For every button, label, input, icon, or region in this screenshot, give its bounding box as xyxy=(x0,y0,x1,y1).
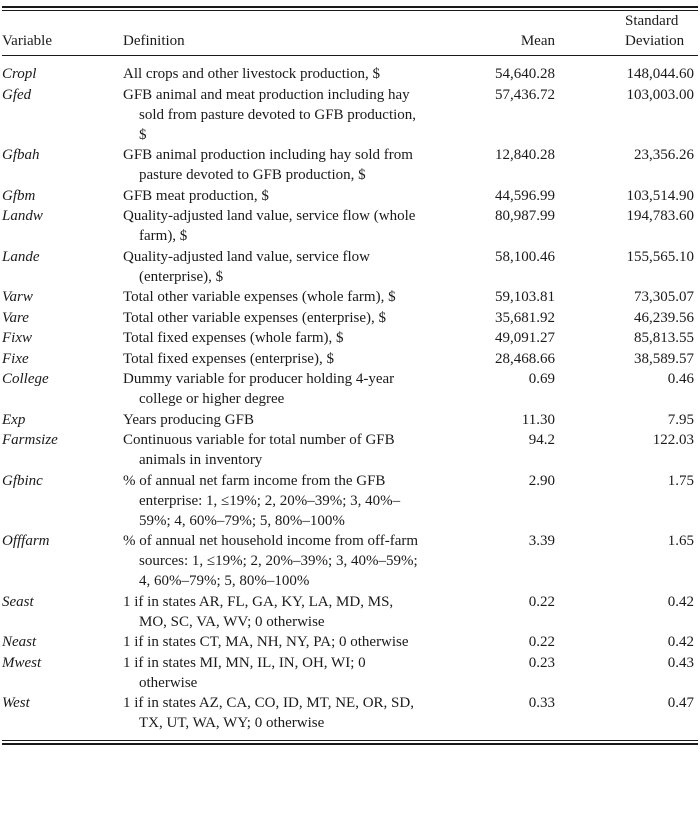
cell-mean: 12,840.28 xyxy=(495,147,555,163)
cell-standard-deviation: 148,044.60 xyxy=(626,66,694,82)
cell-definition: 1 if in states AR, FL, GA, KY, LA, MD, MS, MO, SC, VA, WV; 0 otherwise xyxy=(123,593,394,630)
header-standard-deviation xyxy=(555,11,698,55)
table-body xyxy=(2,55,698,734)
cell-standard-deviation: 1.65 xyxy=(667,533,694,549)
table-row xyxy=(2,369,698,410)
table-row xyxy=(2,693,698,734)
cell-variable: Gfed xyxy=(2,86,32,103)
cell-mean: 0.23 xyxy=(528,654,555,671)
cell-standard-deviation: 1.75 xyxy=(667,472,694,489)
table-row xyxy=(2,471,698,532)
cell-definition: Quality-adjusted land value, service flow (enterprise), $ xyxy=(123,248,371,285)
cell-definition: GFB animal and meat production including hay sold from pasture devoted to GFB production, $ xyxy=(123,86,417,143)
cell-standard-deviation: 155,565.10 xyxy=(626,248,694,265)
cell-variable: Vare xyxy=(2,309,29,326)
cell-standard-deviation: 103,514.90 xyxy=(626,187,694,204)
table-row xyxy=(2,410,698,431)
header-row xyxy=(2,11,698,55)
cell-definition: Total other variable expenses (enterprise), $ xyxy=(123,309,387,326)
cell-variable: West xyxy=(2,695,30,711)
header-sd-line2: Deviation xyxy=(625,33,685,49)
cell-definition: Total fixed expenses (whole farm), $ xyxy=(123,330,344,346)
table-row xyxy=(2,186,698,207)
cell-standard-deviation: 46,239.56 xyxy=(634,309,694,326)
table-row xyxy=(2,287,698,308)
cell-mean: 0.33 xyxy=(528,695,555,711)
cell-definition: Total other variable expenses (whole farm), $ xyxy=(123,289,396,305)
cell-variable: Cropl xyxy=(2,66,37,82)
cell-standard-deviation: 23,356.26 xyxy=(634,147,694,163)
table-row xyxy=(2,653,698,694)
cell-standard-deviation: 122.03 xyxy=(652,432,694,448)
cell-variable: Exp xyxy=(2,411,26,428)
cell-variable: Gfbah xyxy=(2,147,40,163)
cell-definition: % of annual net farm income from the GFB enterprise: 1, ≤19%; 2, 20%–39%; 3, 40%–59%; 4, 60%–79%; 5, 80%–100% xyxy=(123,472,401,529)
cell-mean: 0.69 xyxy=(528,371,555,387)
table-row xyxy=(2,328,698,349)
header-mean xyxy=(423,11,555,55)
cell-definition: Total fixed expenses (enterprise), $ xyxy=(123,350,334,367)
statistics-table xyxy=(2,6,698,745)
header-definition: Definition xyxy=(123,33,185,49)
cell-mean: 59,103.81 xyxy=(495,289,555,305)
cell-standard-deviation: 194,783.60 xyxy=(626,208,694,224)
cell-variable: Fixw xyxy=(2,330,32,346)
bottom-rule xyxy=(2,740,698,745)
cell-mean: 2.90 xyxy=(528,472,555,489)
cell-definition: % of annual net household income from off-farm sources: 1, ≤19%; 2, 20%–39%; 3, 40%–59%; 4, 60%–79%; 5, 80%–100% xyxy=(123,533,419,589)
table-row xyxy=(2,430,698,471)
cell-definition: All crops and other livestock production, $ xyxy=(123,66,381,82)
header-mean-label: Mean xyxy=(520,33,555,49)
cell-standard-deviation: 0.42 xyxy=(667,634,694,650)
cell-standard-deviation: 85,813.55 xyxy=(634,330,694,346)
cell-definition: 1 if in states MI, MN, IL, IN, OH, WI; 0 otherwise xyxy=(123,654,366,691)
cell-standard-deviation: 38,589.57 xyxy=(634,350,694,367)
cell-variable: Varw xyxy=(2,289,33,305)
cell-variable: Lande xyxy=(2,248,40,265)
cell-definition: GFB meat production, $ xyxy=(123,187,269,204)
cell-standard-deviation: 0.46 xyxy=(667,371,694,387)
cell-variable: Mwest xyxy=(2,654,42,671)
cell-definition: Dummy variable for producer holding 4-year college or higher degree xyxy=(123,371,395,407)
cell-standard-deviation: 103,003.00 xyxy=(626,86,694,103)
cell-standard-deviation: 73,305.07 xyxy=(634,289,694,305)
header-variable: Variable xyxy=(2,33,52,49)
cell-variable: Landw xyxy=(2,208,43,224)
cell-variable: Neast xyxy=(2,634,37,650)
cell-mean: 58,100.46 xyxy=(495,248,555,265)
cell-mean: 35,681.92 xyxy=(495,309,555,326)
cell-variable: Farmsize xyxy=(2,432,58,448)
table-row xyxy=(2,308,698,329)
cell-mean: 49,091.27 xyxy=(495,330,555,346)
table-row xyxy=(2,145,698,186)
cell-standard-deviation: 0.43 xyxy=(667,654,694,671)
cell-variable: Offfarm xyxy=(2,533,50,549)
header-sd-line1: Standard xyxy=(625,13,679,29)
cell-mean: 3.39 xyxy=(528,533,555,549)
cell-definition: Years producing GFB xyxy=(123,411,254,428)
cell-standard-deviation: 7.95 xyxy=(667,411,694,428)
cell-mean: 80,987.99 xyxy=(495,208,555,224)
table-row xyxy=(2,349,698,370)
cell-definition: 1 if in states AZ, CA, CO, ID, MT, NE, OR, SD, TX, UT, WA, WY; 0 otherwise xyxy=(123,695,414,731)
cell-variable: Seast xyxy=(2,593,34,610)
table-row xyxy=(2,56,698,85)
cell-variable: Gfbm xyxy=(2,187,36,204)
table-row xyxy=(2,632,698,653)
table-row xyxy=(2,247,698,288)
cell-mean: 0.22 xyxy=(528,593,555,610)
cell-definition: GFB animal production including hay sold from pasture devoted to GFB production, $ xyxy=(123,147,413,183)
cell-variable: College xyxy=(2,371,49,387)
cell-mean: 57,436.72 xyxy=(495,86,555,103)
table-row xyxy=(2,206,698,247)
cell-mean: 0.22 xyxy=(528,634,555,650)
cell-mean: 44,596.99 xyxy=(495,187,555,204)
cell-mean: 11.30 xyxy=(521,411,555,428)
table-row xyxy=(2,592,698,633)
cell-mean: 54,640.28 xyxy=(495,66,555,82)
cell-variable: Fixe xyxy=(2,350,29,367)
cell-definition: Continuous variable for total number of GFB animals in inventory xyxy=(123,432,395,468)
cell-definition: Quality-adjusted land value, service flow (whole farm), $ xyxy=(123,208,416,244)
summary-table xyxy=(2,11,698,734)
cell-variable: Gfbinc xyxy=(2,472,43,489)
table-row xyxy=(2,85,698,146)
cell-standard-deviation: 0.42 xyxy=(667,593,694,610)
table-row xyxy=(2,531,698,592)
cell-standard-deviation: 0.47 xyxy=(667,695,694,711)
cell-mean: 28,468.66 xyxy=(495,350,555,367)
cell-mean: 94.2 xyxy=(528,432,555,448)
cell-definition: 1 if in states CT, MA, NH, NY, PA; 0 otherwise xyxy=(123,634,409,650)
